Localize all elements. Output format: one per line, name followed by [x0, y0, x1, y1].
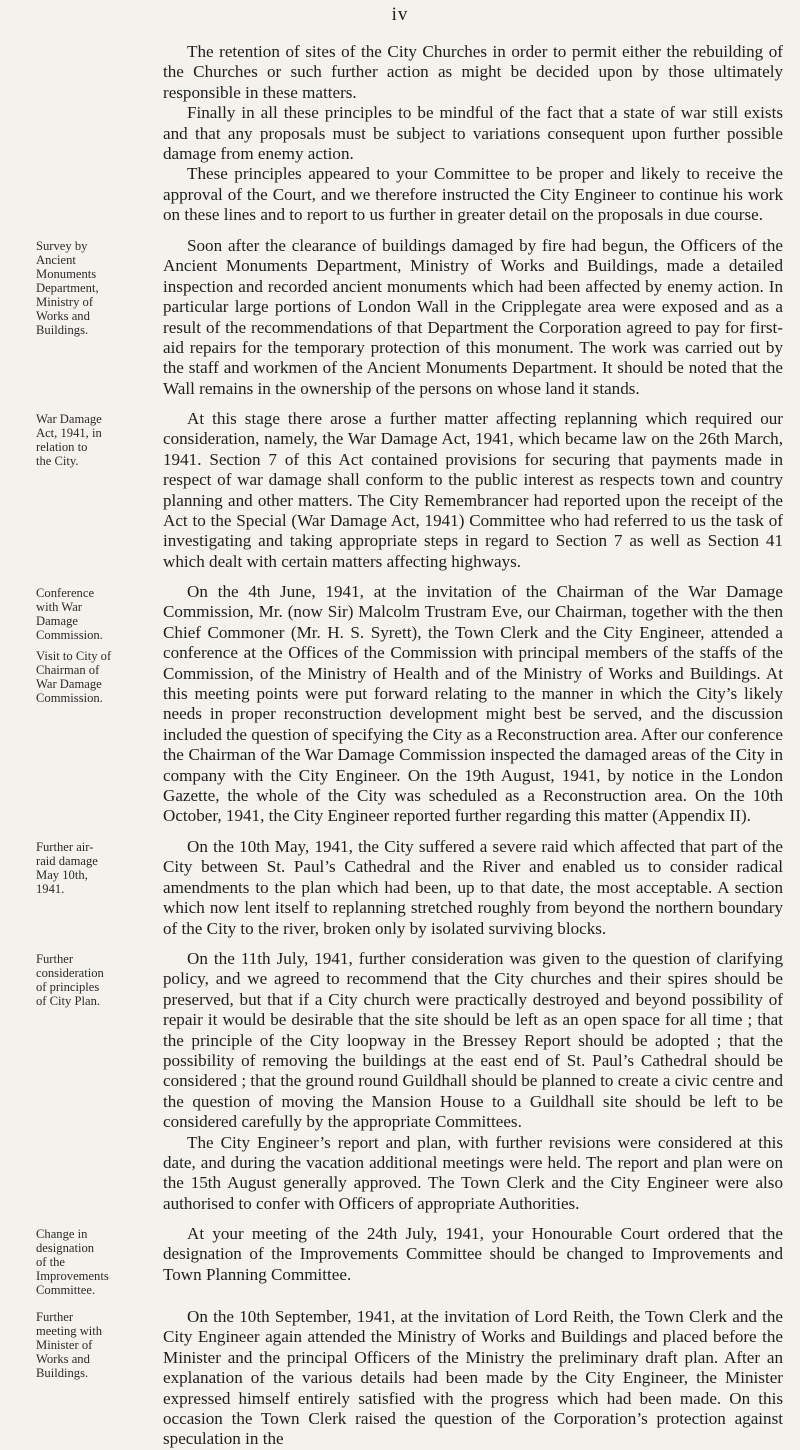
section-text [163, 1307, 783, 1450]
side-note: Further consideration of principles of City Plan. [36, 952, 104, 1008]
section-text [163, 582, 783, 827]
page-number: iv [391, 4, 409, 25]
paragraph: On the 4th June, 1941, at the invitation of the Chairman of the War Damage Commission, Mr. (now Sir) Malcolm Trustram Eve, our Chairman, together with the then Chief Commoner (Mr. H. S. Syrett), the Town Clerk and the City Engineer, attended a conference at the Offices of the Commission with principal members of the staffs of the Commission, of the Ministry of Health and of the Ministry of Works and Buildings. At this meeting points were put forward relating to the manner in which the City’s likely needs in proper reconstruction development might best be served, and the discussion included the question of specifying the City as a Reconstruction area. After our conference the Chairman of the War Damage Commission inspected the damaged areas of the City in company with the City Engineer. On the 19th August, 1941, by notice in the London Gazette, the whole of the City was scheduled as a Reconstruction area. On the 10th October, 1941, the City Engineer reported further regarding this matter (Appendix II). [163, 582, 783, 826]
paragraph: The retention of sites of the City Churches in order to permit either the rebuilding of the Churches or such further action as might be decided upon by those ultimately responsible in these matters. [163, 42, 783, 102]
paragraph: Soon after the clearance of buildings damaged by fire had begun, the Officers of the Ancient Monuments Department, Ministry of Works and Buildings, made a detailed inspection and recorded ancient monuments which had been affected by enemy action. In particular large portions of London Wall in the Cripplegate area were exposed and as a result of the recommendations of that Department the Corporation agreed to pay for first-aid repairs for the temporary protection of this monument. The work was carried out by the staff and workmen of the Ancient Monuments Department. It should be noted that the Wall remains in the ownership of the persons on whose land it stands. [163, 236, 783, 398]
section-text [163, 1224, 783, 1285]
paragraph: At this stage there arose a further matter affecting replanning which required our consideration, namely, the War Damage Act, 1941, which became law on the 26th March, 1941. Section 7 of this Act contained provisions for securing that payments made in respect of war damage shall conform to the public interest as respects town and country planning and other matters. The City Remembrancer had reported upon the receipt of the Act to the Special (War Damage Act, 1941) Committee who had referred to us the task of investigating and taking appropriate steps in regard to Section 7 as well as Section 41 which dealt with certain matters affecting highways. [163, 409, 783, 571]
paragraph: At your meeting of the 24th July, 1941, your Honourable Court ordered that the designation of the Improvements Committee should be changed to Improvements and Town Planning Committee. [163, 1224, 783, 1284]
paragraph: On the 10th September, 1941, at the invitation of Lord Reith, the Town Clerk and the City Engineer again attended the Ministry of Works and Buildings and placed before the Minister and the principal Officers of the Ministry the preliminary draft plan. After an explanation of the various details had been made by the City Engineer, the Minister expressed himself entirely satisfied with the progress which had been made. On this occasion the Town Clerk raised the question of the Corporation’s protection against speculation in the [163, 1307, 783, 1449]
side-note: Conference with War Damage Commission. [36, 586, 103, 642]
side-note: War Damage Act, 1941, in relation to the City. [36, 412, 102, 468]
section-text [163, 236, 783, 399]
side-note: Further air- raid damage May 10th, 1941. [36, 840, 98, 896]
paragraph: On the 10th May, 1941, the City suffered a severe raid which affected that part of the City between St. Paul’s Cathedral and the River and enabled us to consider radical amendments to the plan which had been, up to that date, the most acceptable. A section which now lent itself to replanning stretched roughly from beyond the northern boundary of the City to the river, broken only by isolated surviving blocks. [163, 837, 783, 938]
paragraph: On the 11th July, 1941, further consideration was given to the question of clarifying policy, and we agreed to recommend that the City churches and their spires should be preserved, but that if a City church were practically destroyed and beyond possibility of repair it would be desirable that the site should be left as an open space for all time ; that the principle of the City loopway in the Bressey Report should be adopted ; that the possibility of removing the buildings at the east end of St. Paul’s Cathedral should be considered ; that the ground round Guildhall should be planned to create a civic centre and the question of moving the Mansion House to a Guildhall site should be left to be considered carefully by the appropriate Committees. [163, 949, 783, 1132]
intro-text [163, 42, 783, 226]
side-note: Further meeting with Minister of Works and Buildings. [36, 1310, 103, 1380]
section-text [163, 837, 783, 939]
side-note: Change in designation of the Improvements Committee. [36, 1227, 109, 1297]
side-note: Visit to City of Chairman of War Damage Commission. [36, 649, 112, 705]
section-text [163, 409, 783, 572]
paragraph: These principles appeared to your Committee to be proper and likely to receive the approval of the Court, and we therefore instructed the City Engineer to continue his work on these lines and to report to us further in greater detail on the proposals in due course. [163, 164, 783, 225]
paragraph: Finally in all these principles to be mindful of the fact that a state of war still exists and that any proposals must be subject to variations consequent upon further possible damage from enemy action. [163, 103, 783, 164]
side-note: Survey by Ancient Monuments Department, Ministry of Works and Buildings. [36, 239, 99, 337]
paragraph: The City Engineer’s report and plan, with further revisions were considered at this date, and during the vacation additional meetings were held. The report and plan were on the 15th August generally approved. The Town Clerk and the City Engineer were also authorised to confer with Officers of appropriate Authorities. [163, 1132, 783, 1213]
section-text [163, 949, 783, 1214]
